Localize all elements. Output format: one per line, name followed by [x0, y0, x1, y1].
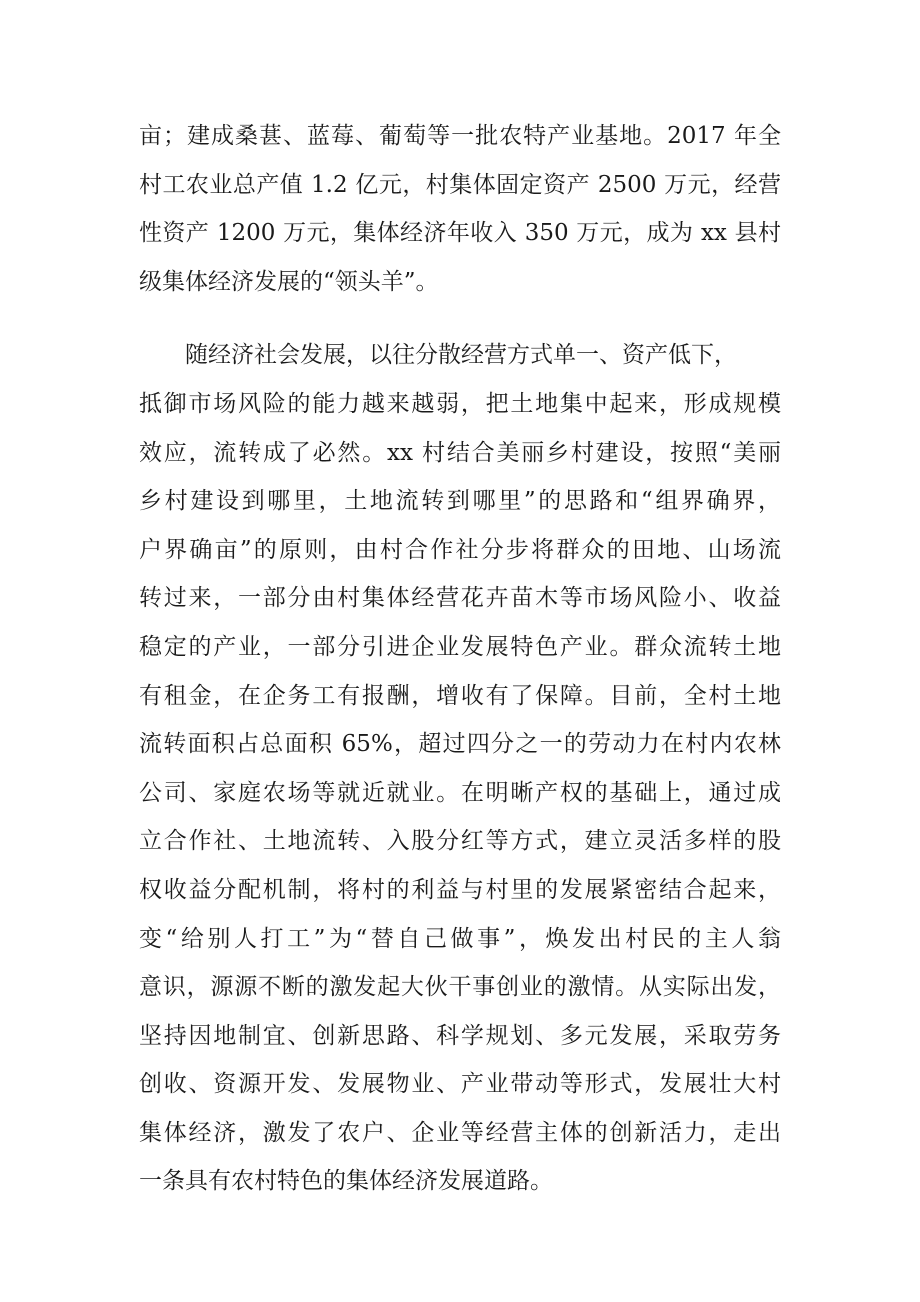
text-line: 稳定的产业，一部分引进企业发展特色产业。群众流转土地 — [139, 633, 781, 660]
text-line: 效应，流转成了必然。xx 村结合美丽乡村建设，按照“美丽 — [139, 439, 781, 466]
paragraph-spacer — [139, 306, 781, 331]
text-line: 变“给别人打工”为“替自己做事”，焕发出村民的主人翁 — [139, 925, 781, 952]
text-line: 转过来，一部分由村集体经营花卉苗木等市场风险小、收益 — [139, 585, 781, 612]
text-line: 亩；建成桑葚、蓝莓、葡萄等一批农特产业基地。2017 年全 — [139, 123, 781, 149]
text-line: 一条具有农村特色的集体经济发展道路。 — [139, 1168, 553, 1195]
text-line: 村工农业总产值 1.2 亿元，村集体固定资产 2500 万元，经营 — [139, 171, 781, 198]
text-line: 公司、家庭农场等就近就业。在明晰产权的基础上，通过成 — [139, 779, 781, 806]
text-line: 集体经济，激发了农户、企业等经营主体的创新活力，走出 — [139, 1119, 781, 1146]
text-line: 立合作社、土地流转、入股分红等方式，建立灵活多样的股 — [139, 828, 781, 855]
text-line: 流转面积占总面积 65%，超过四分之一的劳动力在村内农林 — [139, 731, 781, 758]
paragraph-1 — [139, 112, 781, 306]
text-line: 户界确亩”的原则，由村合作社分步将群众的田地、山场流 — [139, 536, 781, 563]
text-line: 随经济社会发展，以往分散经营方式单一、资产低下， — [185, 342, 737, 369]
text-line: 创收、资源开发、发展物业、产业带动等形式，发展壮大村 — [139, 1071, 781, 1098]
text-line: 权收益分配机制，将村的利益与村里的发展紧密结合起来， — [139, 876, 781, 903]
text-line: 抵御市场风险的能力越来越弱，把土地集中起来，形成规模 — [139, 390, 781, 417]
text-line: 有租金，在企务工有报酬，增收有了保障。目前，全村土地 — [139, 682, 781, 709]
document-page — [139, 112, 781, 1206]
text-line: 级集体经济发展的“领头羊”。 — [139, 268, 439, 295]
text-line: 意识，源源不断的激发起大伙干事创业的激情。从实际出发， — [139, 974, 781, 1001]
text-line: 乡村建设到哪里，土地流转到哪里”的思路和“组界确界， — [139, 488, 781, 515]
paragraph-2 — [139, 331, 781, 1206]
text-line: 性资产 1200 万元，集体经济年收入 350 万元，成为 xx 县村 — [139, 220, 781, 247]
text-line: 坚持因地制宜、创新思路、科学规划、多元发展，采取劳务 — [139, 1022, 781, 1049]
